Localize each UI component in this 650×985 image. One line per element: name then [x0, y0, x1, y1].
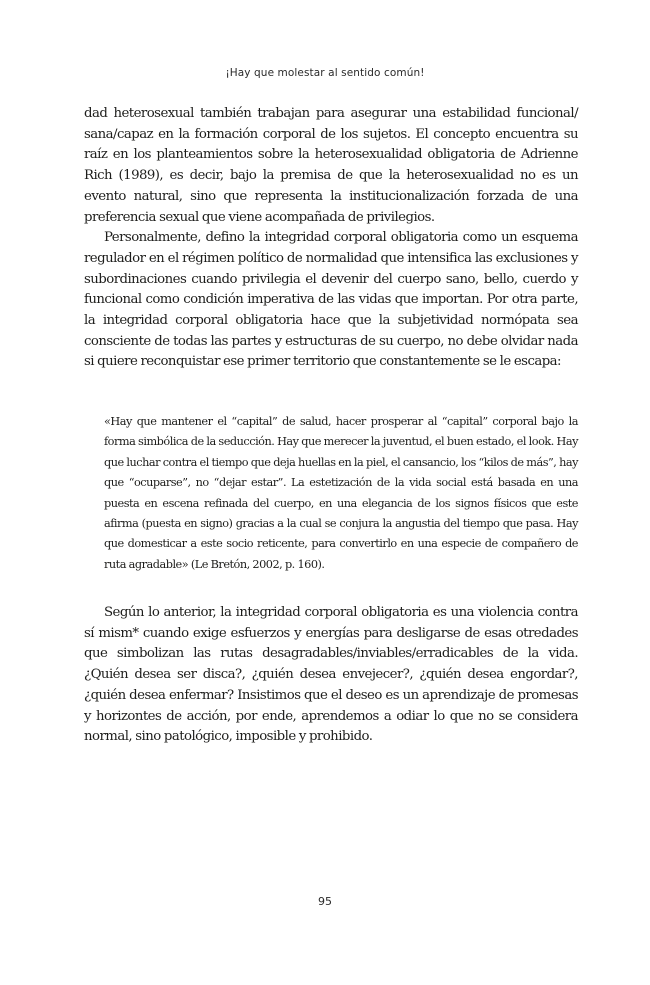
paragraph-closing: Según lo anterior, la integridad corporal obligatoria es una violencia contra sí mism* cuando exige esfuerzos y energías para desligarse de esas otredades que simbolizan las rutas desagradables/inviables/erradicables de la vida. ¿Quién desea ser disca?, ¿quién desea envejecer?, ¿quién desea engordar?, ¿quién desea enfermar? Insistimos que el deseo es un aprendizaje de promesas y horizontes de acción, por ende, aprendemos a odiar lo que no se considera normal, sino patológico, imposible y prohibido.: [84, 605, 578, 745]
paragraph-definition: Personalmente, defino la integridad corporal obligatoria como un esquema regulador en el régimen político de normalidad que intensifica las exclusiones y subordinaciones cuando privilegia el devenir del cuerpo sano, bello, cuerdo y funcional como condición imperativa de las vidas que importan. Por otra parte, la integridad corporal obligatoria hace que la subjetividad normópata sea consciente de todas las partes y estructuras de su cuerpo, no debe olvidar nada si quiere reconquistar ese primer territorio que constantemente se le escapa:: [84, 230, 578, 370]
body-text-bottom: [84, 603, 578, 748]
running-head: ¡Hay que molestar al sentido común!: [225, 67, 425, 79]
paragraph-continuation: dad heterosexual también trabajan para asegurar una estabilidad funcional/ sana/capaz en la formación corporal de los sujetos. El concepto encuentra su raíz en los planteamientos sobre la heterosexualidad obligatoria de Adrienne Rich (1989), es decir, bajo la premisa de que la heterosexualidad no es un evento natural, sino que representa la institucionalización forzada de una preferencia sexual que viene acompañada de privilegios.: [84, 106, 578, 225]
block-quote-text: «Hay que mantener el “capital” de salud, hacer prosperar al “capital” corporal bajo la forma simbólica de la seducción. Hay que merecer la juventud, el buen estado, el look. Hay que luchar contra el tiempo que deja huellas en la piel, el cansancio, los “kilos de más”, hay que “ocuparse”, no “dejar estar”. La estetización de la vida social está basada en una puesta en escena refinada del cuerpo, en una elegancia de los signos físicos que este afirma (puesta en signo) gracias a la cual se conjura la angustia del tiempo que pasa. Hay que domesticar a este socio reticente, para convertirlo en una especie de compañero de ruta agradable» (Le Bretón, 2002, p. 160).: [104, 415, 578, 571]
page-number: 95: [318, 895, 332, 908]
block-quote: [104, 412, 578, 575]
body-text-top: [84, 104, 578, 373]
